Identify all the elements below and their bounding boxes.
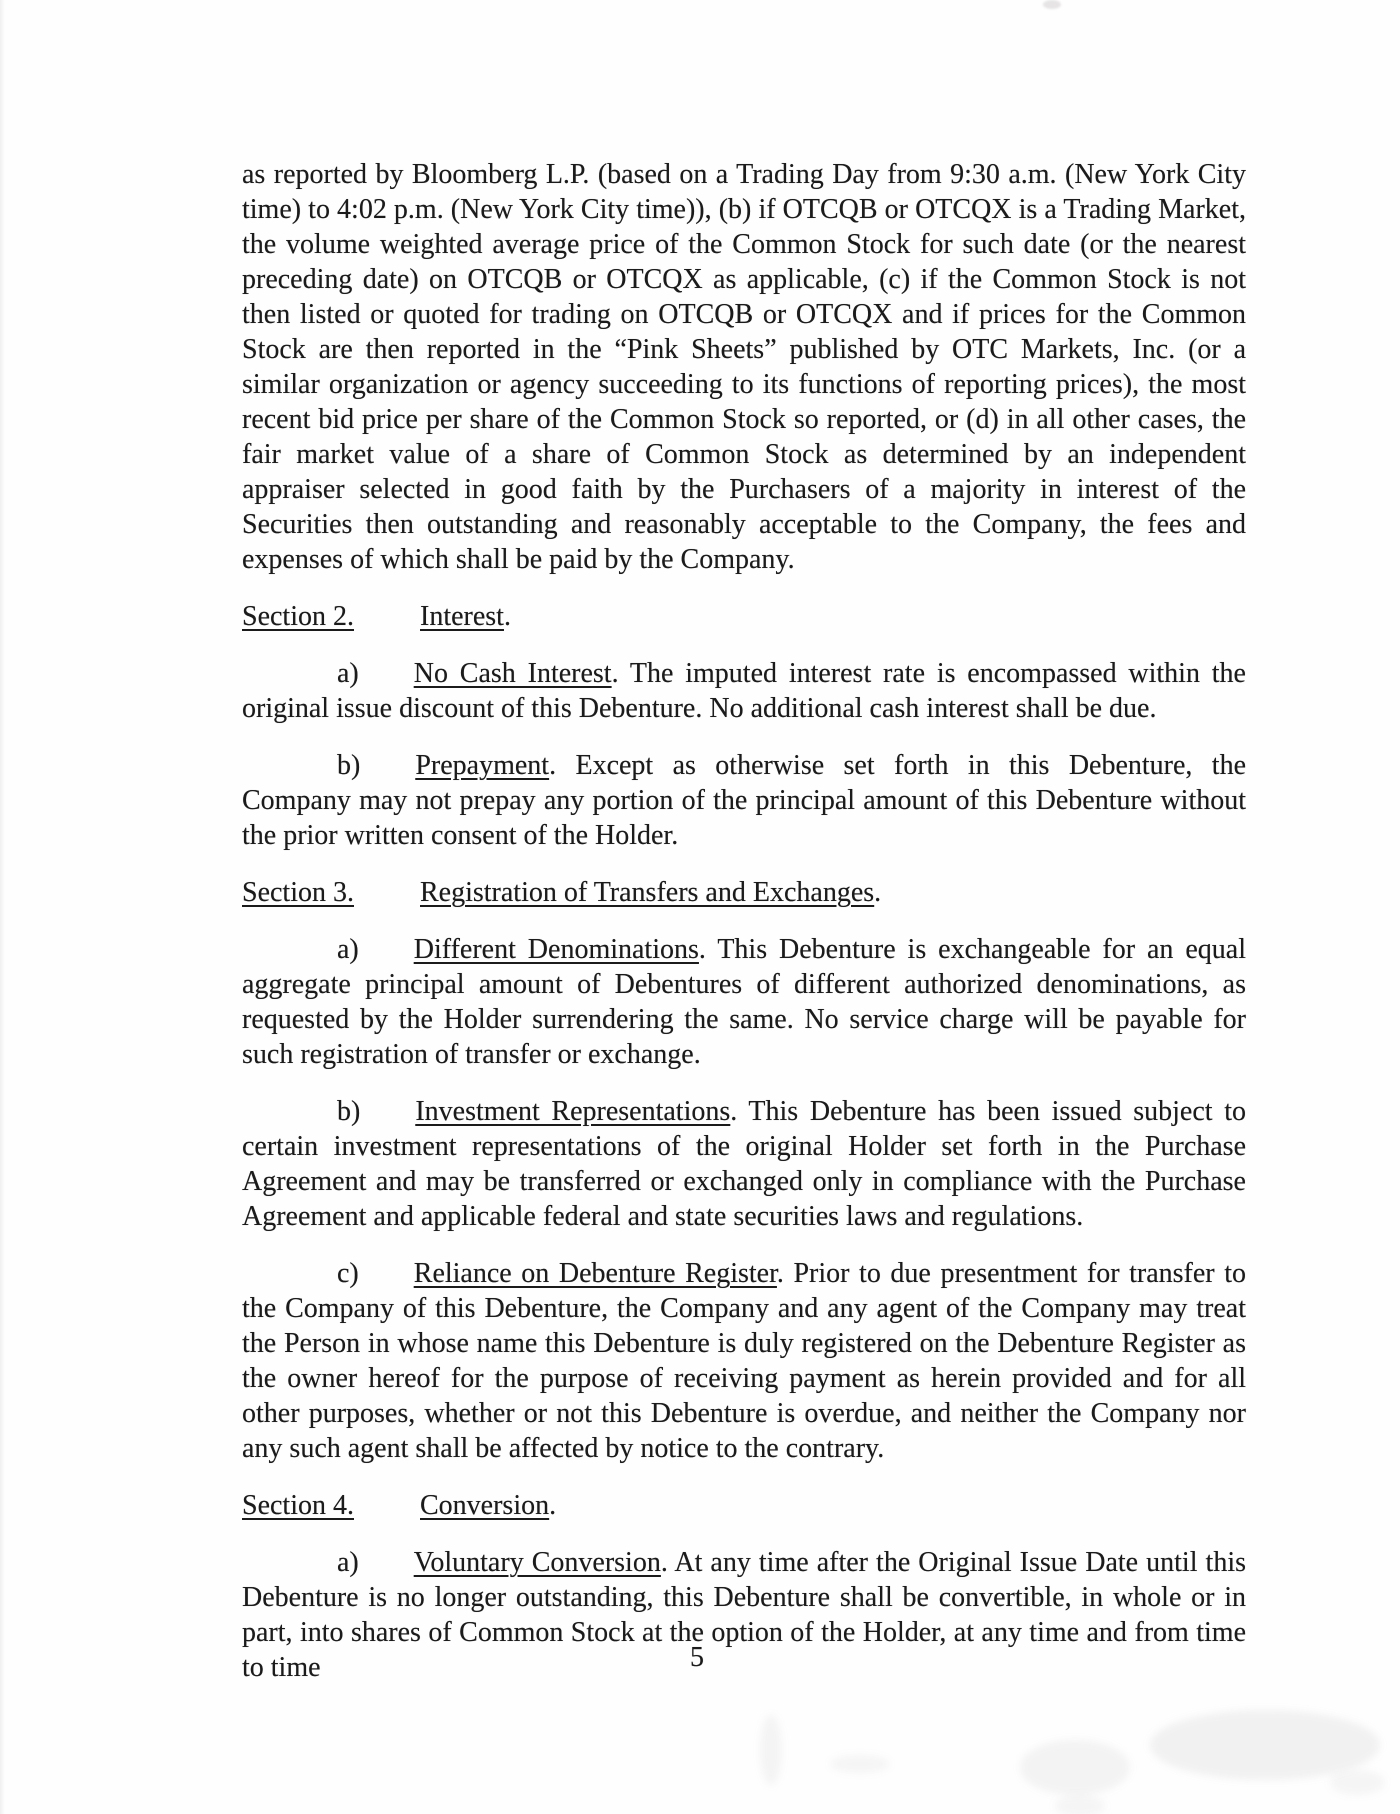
- paragraph-text: This Debenture has been issued subject to certain investment representations of the original Holder set forth in the Purchase Agreement and may be transferred or exchanged only in compliance with the Purchase Agreement and applicable federal and state securities laws and regulations.: [242, 1096, 1246, 1232]
- scan-edge-shadow: [0, 0, 5, 1814]
- paragraph-text: This Debenture is exchangeable for an equal aggregate principal amount of Debentures of different authorized denominations, as requested by the Holder surrendering the same. No service charge will be payable for such registration of transfer or exchange.: [242, 934, 1246, 1070]
- paragraph-title: Prepayment: [415, 750, 550, 781]
- paragraph-text: Prior to due presentment for transfer to the Company of this Debenture, the Company and any agent of the Company may treat the Person in whose name this Debenture is duly registered on the Debenture Register as the owner hereof for the purpose of receiving payment as herein provided and for all other purposes, whether or not this Debenture is overdue, and neither the Company nor any such agent shall be affected by notice to the contrary.: [242, 1258, 1247, 1464]
- paragraph-letter: a): [337, 934, 359, 965]
- section-title: Registration of Transfers and Exchanges.: [420, 877, 882, 908]
- paragraph-text: At any time after the Original Issue Date until this Debenture is no longer outstanding, this Debenture shall be convertible, in whole or in part, into shares of Common Stock at the option of the Holder, at any time and from time to time: [242, 1547, 1246, 1683]
- paragraph-text: The imputed interest rate is encompassed within the original issue discount of this Debenture. No additional cash interest shall be due.: [242, 658, 1246, 724]
- scan-smudge: [1043, 0, 1061, 9]
- section-label: [242, 1488, 420, 1523]
- section-heading: [242, 875, 1246, 910]
- paragraph-letter: c): [337, 1258, 359, 1289]
- section-heading: [242, 599, 1246, 634]
- paragraph-text: as reported by Bloomberg L.P. (based on a Trading Day from 9:30 a.m. (New York City time) to 4:02 p.m. (New York City time)), (b) if OTCQB or OTCQX is a Trading Market, the volume weighted average price of the Common Stock for such date (or the nearest preceding date) on OTCQB or OTCQX as applicable, (c) if the Common Stock is not then listed or quoted for trading on OTCQB or OTCQX and if prices for the Common Stock are then reported in the “Pink Sheets” published by OTC Markets, Inc. (or a similar organization or agency succeeding to its functions of reporting prices), the most recent bid price per share of the Common Stock so reported, or (d) in all other cases, the fair market value of a share of Common Stock as determined by an independent appraiser selected in good faith by the Purchasers of a majority in interest of the Securities then outstanding and reasonably acceptable to the Company, the fees and expenses of which shall be paid by the Company.: [242, 159, 1246, 575]
- paragraph-letter: a): [337, 658, 359, 689]
- section-title-text: Registration of Transfers and Exchanges: [420, 877, 875, 908]
- paragraph-title: Different Denominations: [413, 934, 699, 965]
- paragraph-title: No Cash Interest: [413, 658, 612, 689]
- paragraph-letter: a): [337, 1547, 359, 1578]
- document-body: [242, 157, 1246, 1685]
- lettered-paragraph: b) Prepayment. Except as otherwise set forth in this Debenture, the Company may not prepay any portion of the principal amount of this Debenture without the prior written consent of the Holder.: [242, 750, 1247, 851]
- section-label-text: Section 2.: [242, 601, 354, 632]
- lettered-paragraph: a) Different Denominations. This Debenture is exchangeable for an equal aggregate principal amount of Debentures of different authorized denominations, as requested by the Holder surrendering the same. No service charge will be payable for such registration of transfer or exchange.: [242, 934, 1246, 1070]
- lettered-paragraph: a) Voluntary Conversion. At any time after the Original Issue Date until this Debenture is no longer outstanding, this Debenture shall be convertible, in whole or in part, into shares of Common Stock at the option of the Holder, at any time and from time to time: [242, 1547, 1246, 1683]
- lettered-paragraph: b) Investment Representations. This Debenture has been issued subject to certain investment representations of the original Holder set forth in the Purchase Agreement and may be transferred or exchanged only in compliance with the Purchase Agreement and applicable federal and state securities laws and regulations.: [242, 1096, 1246, 1232]
- paragraph-title: Investment Representations: [415, 1096, 731, 1127]
- section-title-text: Interest: [420, 601, 504, 632]
- paragraph-title: Reliance on Debenture Register: [413, 1258, 777, 1289]
- lettered-paragraph: c) Reliance on Debenture Register. Prior to due presentment for transfer to the Company of this Debenture, the Company and any agent of the Company may treat the Person in whose name this Debenture is duly registered on the Debenture Register as the owner hereof for the purpose of receiving payment as herein provided and for all other purposes, whether or not this Debenture is overdue, and neither the Company nor any such agent shall be affected by notice to the contrary.: [242, 1258, 1247, 1464]
- paragraph-letter: b): [337, 1096, 361, 1127]
- scan-smudge: [1020, 1740, 1130, 1795]
- section-title: Conversion.: [420, 1490, 557, 1521]
- section-heading: [242, 1488, 1246, 1523]
- section-title: Interest.: [420, 601, 511, 632]
- page-number: 5: [690, 1642, 704, 1673]
- scan-smudge: [1055, 1795, 1105, 1814]
- paragraph-title: Voluntary Conversion: [413, 1547, 661, 1578]
- section-label: [242, 875, 420, 910]
- section-label-text: Section 3.: [242, 877, 354, 908]
- lettered-paragraph: a) No Cash Interest. The imputed interest rate is encompassed within the original issue discount of this Debenture. No additional cash interest shall be due.: [242, 658, 1246, 724]
- scan-smudge: [830, 1755, 890, 1773]
- section-title-text: Conversion: [420, 1490, 550, 1521]
- paragraph-letter: b): [337, 750, 361, 781]
- section-label: [242, 599, 420, 634]
- scan-smudge: [760, 1715, 782, 1785]
- scan-smudge: [1330, 1770, 1385, 1795]
- section-label-text: Section 4.: [242, 1490, 354, 1521]
- paragraph-text: Except as otherwise set forth in this Debenture, the Company may not prepay any portion of the principal amount of this Debenture without the prior written consent of the Holder.: [242, 750, 1247, 851]
- scan-smudge: [1150, 1710, 1380, 1780]
- continuation-paragraph: [242, 157, 1246, 577]
